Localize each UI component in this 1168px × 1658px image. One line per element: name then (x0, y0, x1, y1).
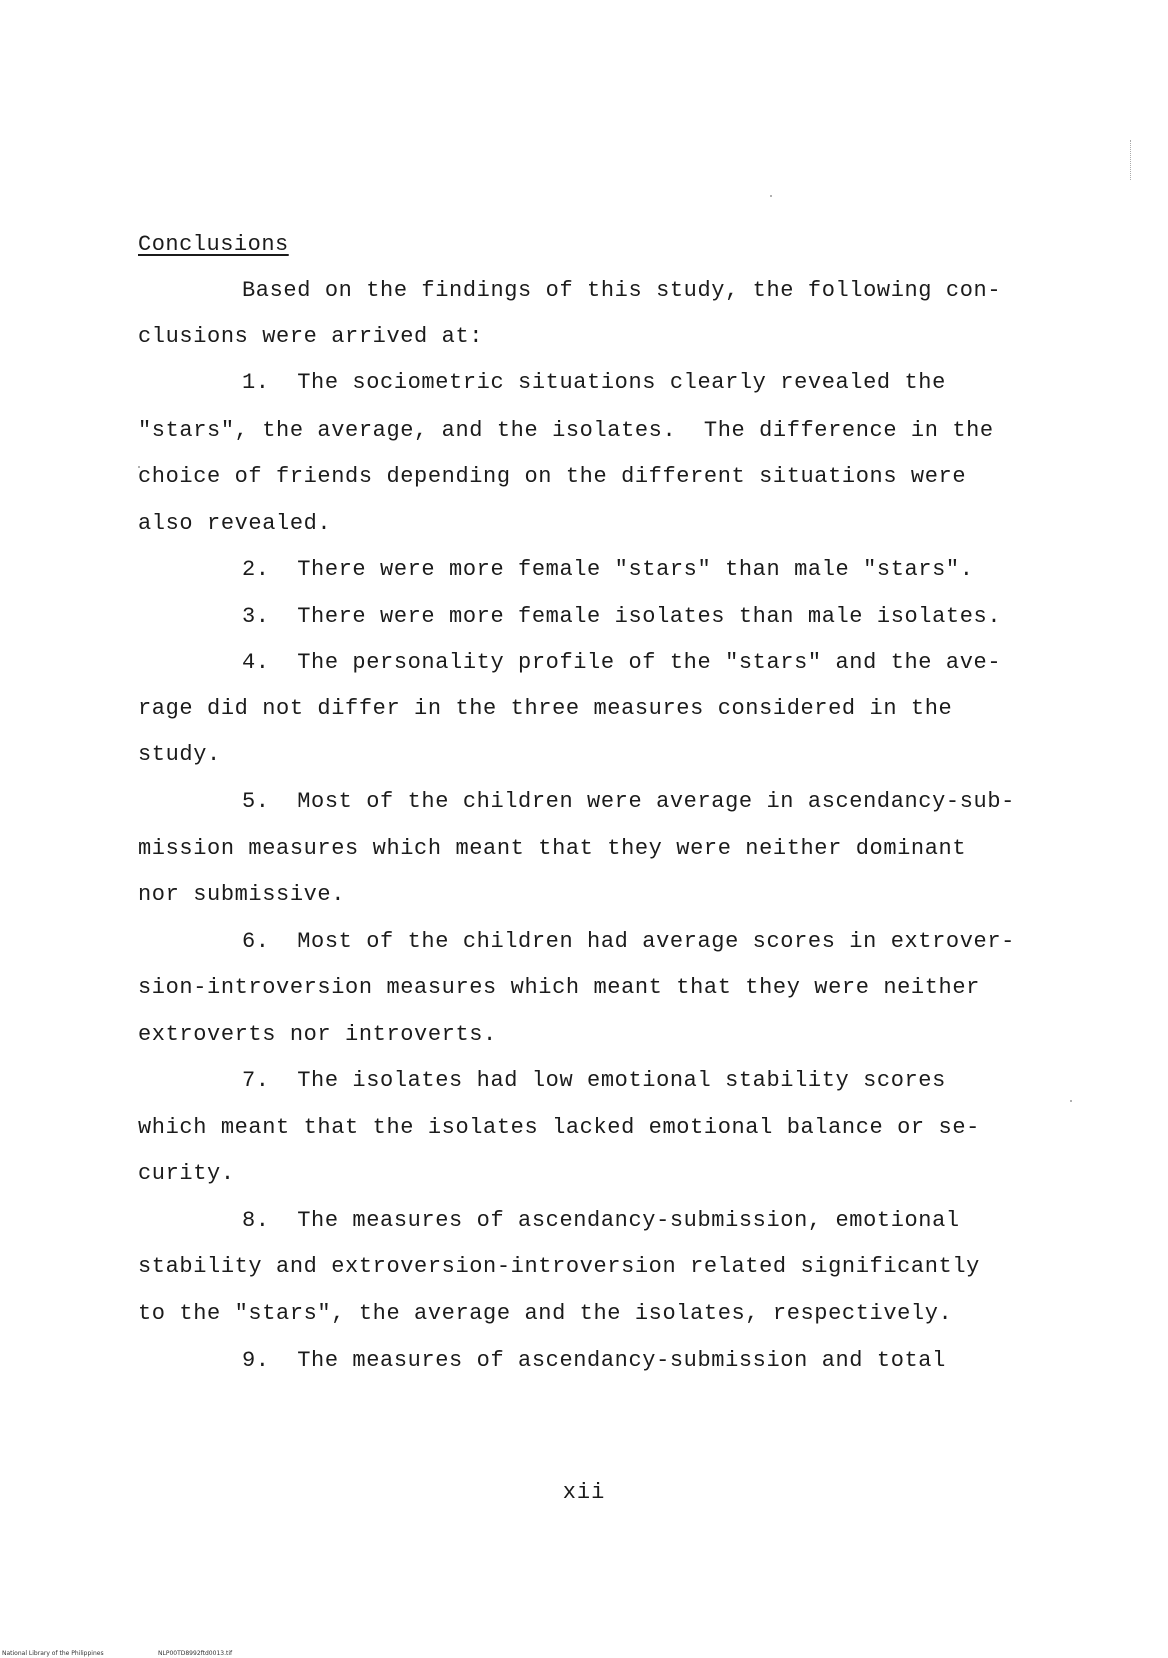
text-line: sion-introversion measures which meant that they were neither (138, 975, 980, 1000)
text-line: clusions were arrived at: (138, 324, 484, 349)
text-line: choice of friends depending on the different situations were (138, 464, 967, 489)
text-line: mission measures which meant that they were neither dominant (138, 836, 967, 861)
section-heading: Conclusions (138, 232, 289, 257)
text-line: 8. The measures of ascendancy-submission, emotional (242, 1208, 960, 1233)
text-line: study. (138, 742, 221, 767)
scan-speck (770, 195, 772, 197)
scan-artifact (1130, 140, 1132, 180)
text-line: curity. (138, 1161, 235, 1186)
text-line: which meant that the isolates lacked emotional balance or se- (138, 1115, 980, 1140)
text-line: also revealed. (138, 511, 332, 536)
text-line: 2. There were more female "stars" than male "stars". (242, 557, 974, 582)
text-line: 3. There were more female isolates than male isolates. (242, 604, 1002, 629)
text-line: 4. The personality profile of the "stars" and the ave- (242, 650, 1002, 675)
text-line: nor submissive. (138, 882, 346, 907)
text-line: Based on the findings of this study, the following con- (242, 278, 1002, 303)
text-line: rage did not differ in the three measures considered in the (138, 696, 953, 721)
text-line: 9. The measures of ascendancy-submission and total (242, 1348, 946, 1373)
footer-file-id: NLP00TD8992ftd0013.tif (158, 1650, 233, 1657)
text-line: 1. The sociometric situations clearly revealed the (242, 370, 946, 395)
text-line: stability and extroversion-introversion related significantly (138, 1254, 980, 1279)
footer-library-name: National Library of the Philippines (2, 1650, 104, 1657)
text-line: "stars", the average, and the isolates. The difference in the (138, 418, 994, 443)
page-number: xii (562, 1480, 606, 1505)
scan-speck (1070, 1100, 1072, 1102)
text-line: 6. Most of the children had average scores in extrover- (242, 929, 1015, 954)
text-line: 5. Most of the children were average in ascendancy-sub- (242, 789, 1015, 814)
text-line: extroverts nor introverts. (138, 1022, 497, 1047)
text-line: to the "stars", the average and the isolates, respectively. (138, 1301, 953, 1326)
text-line: 7. The isolates had low emotional stability scores (242, 1068, 946, 1093)
